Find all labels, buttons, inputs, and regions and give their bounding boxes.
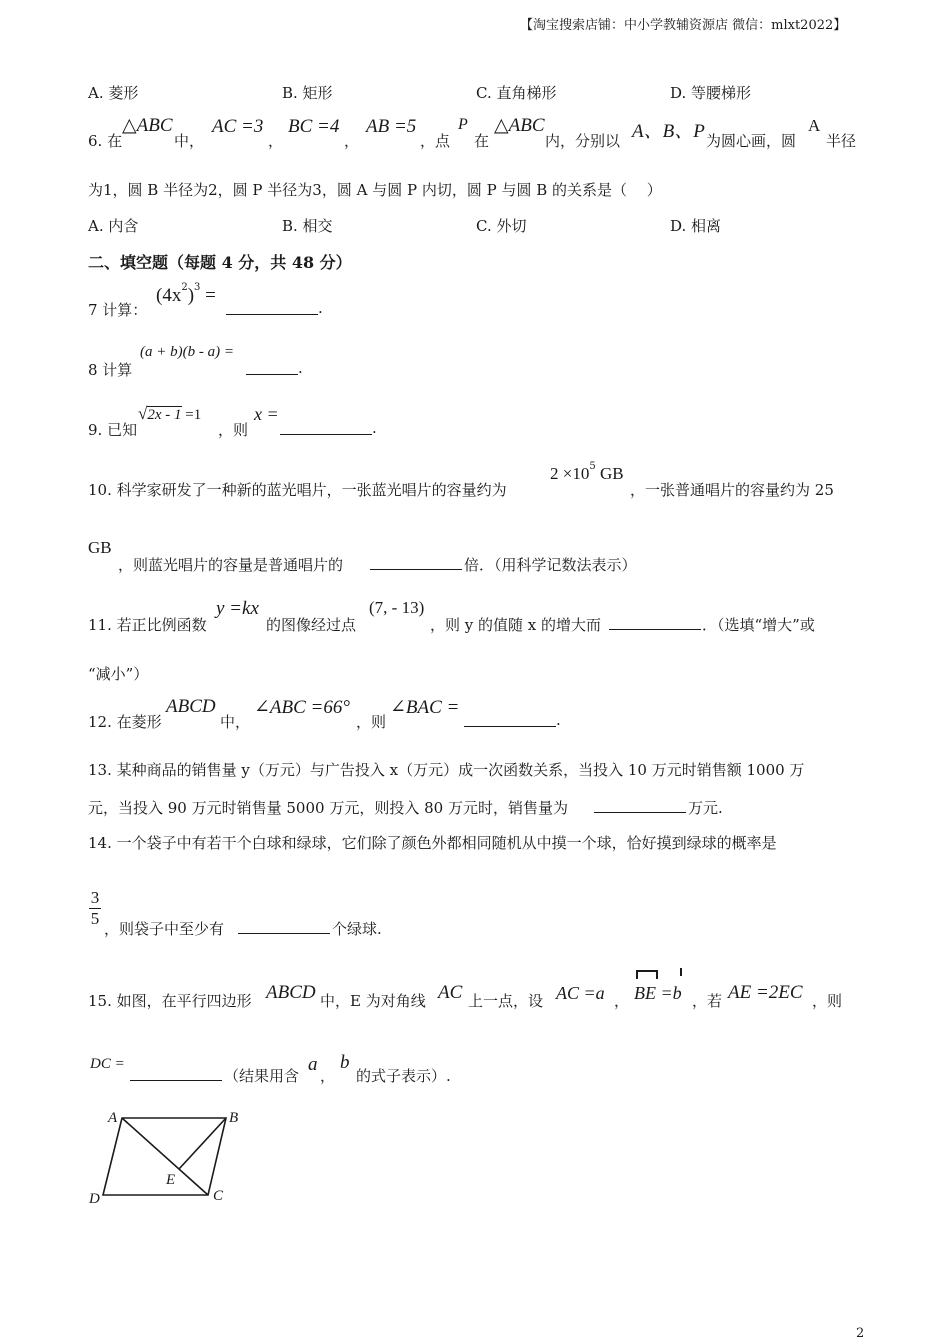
q9-period: . [372, 419, 377, 437]
q5-option-a: A. 菱形 [88, 84, 139, 102]
label-d: D [89, 1191, 100, 1207]
sqrt-icon: √ [138, 404, 148, 423]
q9-radicand: 2x - 1 [147, 407, 182, 423]
q7-answer-blank[interactable] [226, 300, 318, 315]
q6-text-dian: ，点 [420, 132, 451, 150]
q9-radical [138, 404, 201, 424]
q14-numerator: 3 [90, 888, 100, 907]
q14-text-2: ，则袋子中至少有 [104, 920, 225, 938]
q6-point-p: P [458, 116, 468, 133]
q7-period: . [318, 299, 323, 317]
q15-eq-ae-2ec: AE =2EC [728, 982, 803, 1003]
q10-text-1: 10. 科学家研发了一种新的蓝光唱片，一张蓝光唱片的容量约为 [88, 481, 507, 499]
q10-scientific [550, 461, 624, 484]
q15-answer-blank[interactable] [130, 1066, 222, 1081]
q7-expr-eq: = [200, 285, 216, 306]
q12-text-zhong: 中， [220, 713, 251, 731]
vector-arrow-icon [636, 970, 658, 979]
q11-answer-blank[interactable] [609, 615, 701, 630]
label-e: E [166, 1172, 176, 1188]
q10-text-4: 倍．（用科学记数法表示） [464, 556, 637, 574]
q14-line-1: 14. 一个袋子中有若干个白球和绿球，它们除了颜色外都相同随机从中摸一个球，恰好摸到绿球的概率是 [88, 834, 777, 852]
q15-diagonal-ac: AC [438, 982, 463, 1003]
q14-answer-blank[interactable] [238, 919, 330, 934]
q9-x-eq: x = [254, 404, 279, 424]
q5-option-d: D. 等腰梯形 [670, 84, 752, 102]
q8-number: 8 计算 [88, 361, 133, 379]
q6-line-2: 为1，圆 B 半径为2，圆 P 半径为3，圆 A 与圆 P 内切，圆 P 与圆 B 的关系是（ ） [88, 181, 662, 199]
q6-ac-eq: AC =3 [212, 116, 264, 137]
q6-triangle-abc: △ABC [122, 115, 173, 136]
q15-text-4: ，若 [692, 992, 723, 1010]
label-c: C [213, 1188, 224, 1204]
q7-expr-exp-2: 2 [181, 282, 188, 293]
q14-fraction [88, 888, 102, 929]
q12-period: . [556, 711, 561, 729]
q5-option-c: C. 直角梯形 [476, 84, 557, 102]
q12-angle-abc: ∠ABC =66° [254, 697, 350, 718]
q7-expression [156, 282, 216, 307]
q6-circle-a: A [808, 116, 821, 135]
q15-sep: ， [320, 1067, 336, 1085]
q6-text-banjing: 半径 [826, 132, 857, 150]
q9-answer-blank[interactable] [280, 420, 372, 435]
q13-answer-blank[interactable] [594, 798, 686, 813]
q15-text-7: 的式子表示）. [356, 1067, 451, 1085]
q15-var-b: b [340, 1052, 350, 1073]
q6-text-zhong: 中， [174, 132, 205, 150]
label-b: B [229, 1110, 239, 1126]
q15-var-a: a [308, 1054, 318, 1075]
q13-line-1: 13. 某种商品的销售量 y（万元）与广告投入 x（万元）成一次函数关系，当投入 10 万元时销售额 1000 万 [88, 761, 805, 779]
q15-dc-eq: DC = [90, 1056, 125, 1072]
q10-text-2: ，一张普通唱片的容量约为 25 [630, 481, 834, 499]
q9-eq-one: =1 [181, 407, 202, 423]
q15-text-5: ，则 [812, 992, 843, 1010]
q7-expr-exp-3: 3 [194, 282, 201, 293]
q10-sci-exp: 5 [589, 461, 596, 472]
q14-denominator: 5 [90, 909, 100, 928]
q6-comma-1: ， [268, 132, 284, 150]
q11-text-1: 11. 若正比例函数 [88, 616, 207, 634]
q15-comma: ， [614, 992, 630, 1010]
q7-expr-base: (4x [156, 285, 182, 306]
q15-text-2: 中，E 为对角线 [320, 992, 426, 1010]
q12-text-then: ，则 [356, 713, 387, 731]
q6-ab-eq: AB =5 [366, 116, 417, 137]
q6-centers-abp: A、B、P [632, 121, 705, 142]
q5-option-b: B. 矩形 [282, 84, 333, 102]
q6-text-zai: 在 [474, 132, 490, 150]
q8-expression: (a + b)(b - a) = [140, 344, 234, 360]
q6-number: 6. 在 [88, 132, 123, 150]
q12-text-1: 12. 在菱形 [88, 713, 162, 731]
label-a: A [108, 1110, 118, 1126]
q6-bc-eq: BC =4 [288, 116, 340, 137]
q12-answer-blank[interactable] [464, 712, 556, 727]
page-number: 2 [856, 1326, 865, 1341]
q15-text-1: 15. 如图，在平行四边形 [88, 992, 252, 1010]
q8-answer-blank[interactable] [246, 360, 298, 375]
q8-period: . [298, 359, 303, 377]
q6-comma-2: ， [344, 132, 360, 150]
q9-text-then: ，则 [218, 421, 249, 439]
q11-text-3: ，则 y 的值随 x 的增大而 [430, 616, 602, 634]
q10-sci-base: 2 ×10 [550, 464, 590, 483]
q13-line-2a: 元，当投入 90 万元时销售量 5000 万元，则投入 80 万元时，销售量为 [88, 799, 568, 817]
q14-text-3: 个绿球. [332, 920, 382, 938]
q13-line-2b: 万元. [688, 799, 723, 817]
q11-point: (7, - 13) [369, 598, 425, 617]
diagonal-ac [122, 1118, 208, 1195]
page-header: 【淘宝搜索店铺：中小学教辅资源店 微信：mlxt2022】 [520, 18, 847, 33]
q10-unit-gb: GB [88, 538, 112, 557]
q6-option-d: D. 相离 [670, 217, 722, 235]
parallelogram-figure [84, 1102, 254, 1210]
q10-text-3: ，则蓝光唱片的容量是普通唱片的 [118, 556, 344, 574]
q6-option-b: B. 相交 [282, 217, 333, 235]
q6-option-a: A. 内含 [88, 217, 139, 235]
q9-number: 9. 已知 [88, 421, 138, 439]
q12-angle-bac: ∠BAC = [390, 697, 460, 718]
q11-text-2: 的图像经过点 [266, 616, 357, 634]
q7-expr-close: ) [187, 285, 195, 306]
q15-text-6: （结果用含 [224, 1067, 300, 1085]
q6-option-c: C. 外切 [476, 217, 527, 235]
q7-number: 7 计算： [88, 301, 148, 319]
segment-be [179, 1118, 226, 1169]
q15-eq-ac-a: AC =a [556, 983, 605, 1003]
section-2-heading: 二、填空题（每题 4 分，共 48 分） [88, 253, 352, 272]
q15-parallelogram: ABCD [266, 982, 316, 1003]
q6-text-yuanxin: 为圆心画，圆 [706, 132, 797, 150]
q12-rhombus: ABCD [166, 696, 216, 717]
q10-answer-blank[interactable] [370, 555, 462, 570]
q15-eq-be-b: BE =b [634, 983, 682, 1003]
vector-arrow-icon-b [680, 968, 682, 976]
q11-function: y =kx [216, 598, 259, 619]
q11-text-4: ．（选填“增大”或 [702, 616, 815, 634]
q10-sci-unit: GB [595, 464, 624, 483]
q6-text-nei: 内，分别以 [545, 132, 621, 150]
q11-line-2: “减小”） [88, 665, 149, 683]
q6-triangle-abc-2: △ABC [494, 115, 545, 136]
q15-text-3: 上一点，设 [468, 992, 544, 1010]
